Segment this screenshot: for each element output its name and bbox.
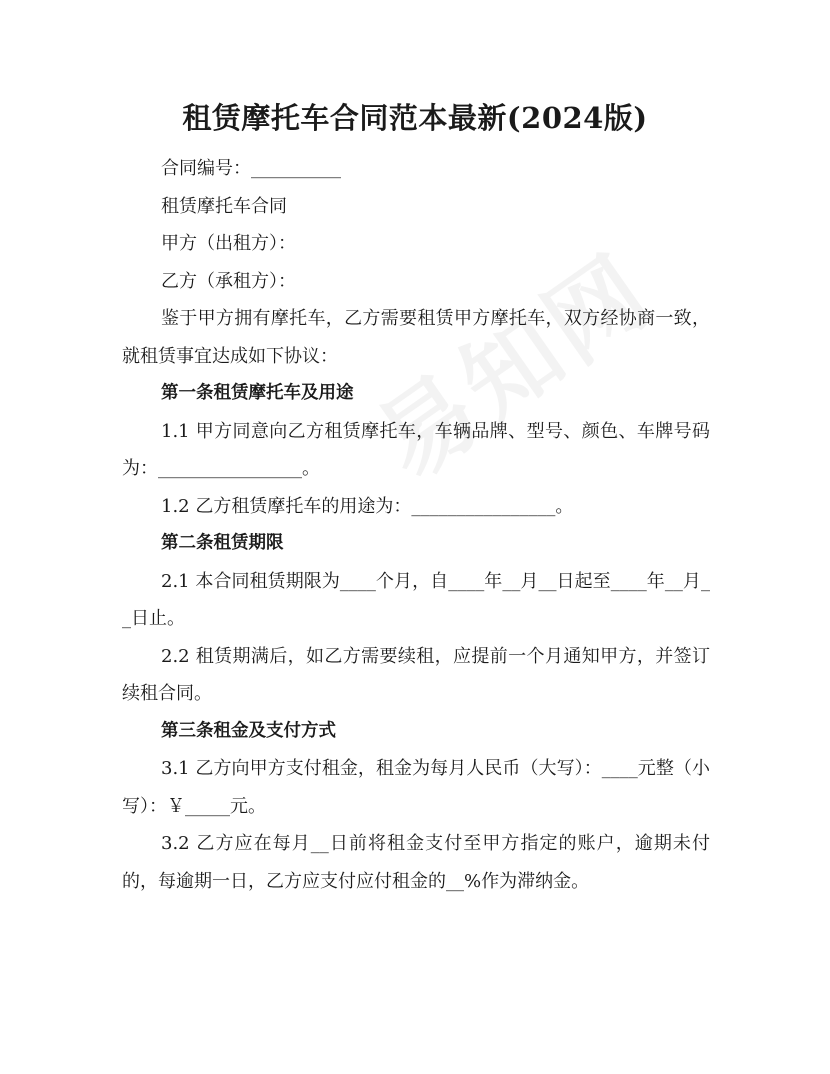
- article-1-heading: 第一条租赁摩托车及用途: [161, 383, 354, 403]
- clause-3-1: 3.1 乙方向甲方支付租金，租金为每月人民币（大写）：____元整（小写）：￥_____元。: [122, 758, 710, 817]
- article-3-heading: 第三条租金及支付方式: [161, 720, 336, 741]
- clause-1-1: 1.1 甲方同意向乙方租赁摩托车，车辆品牌、型号、颜色、车牌号码为：________________。: [122, 420, 710, 479]
- party-a-line: 甲方（出租方）：: [161, 233, 296, 254]
- article-2-heading: 第二条租赁期限: [161, 533, 284, 553]
- clause-2-2: 2.2 租赁期满后，如乙方需要续租，应提前一个月通知甲方，并签订续租合同。: [122, 645, 710, 704]
- clause-2-1: 2.1 本合同租赁期限为____个月，自____年__月__日起至____年__月__日止。: [122, 570, 710, 629]
- clause-1-2: 1.2 乙方租赁摩托车的用途为：________________。: [161, 495, 574, 517]
- clause-3-2: 3.2 乙方应在每月__日前将租金支付至甲方指定的账户，逾期未付的，每逾期一日，乙方应支付应付租金的__%作为滞纳金。: [122, 833, 710, 892]
- preamble-paragraph: 鉴于甲方拥有摩托车，乙方需要租赁甲方摩托车，双方经协商一致，就租赁事宜达成如下协议：: [122, 308, 710, 367]
- contract-name-line: 租赁摩托车合同: [161, 195, 287, 217]
- document-body: [122, 150, 710, 900]
- contract-number-line: 合同编号：__________: [161, 158, 341, 179]
- party-b-line: 乙方（承租方）：: [161, 270, 296, 292]
- document-title: 租赁摩托车合同范本最新(2024版): [182, 101, 648, 135]
